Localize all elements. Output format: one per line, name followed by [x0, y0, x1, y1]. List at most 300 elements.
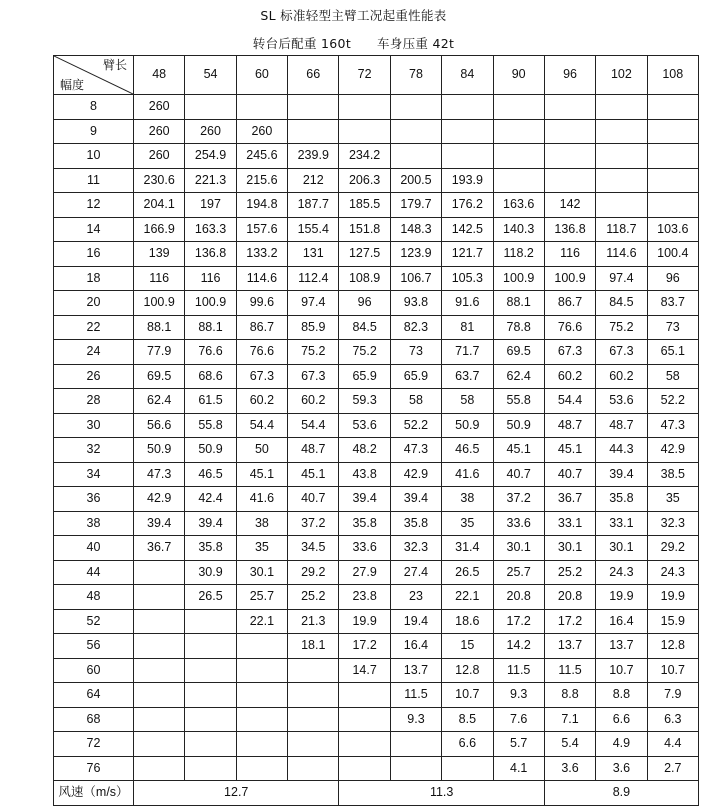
capacity-cell: 7.9: [647, 683, 698, 708]
capacity-cell: [185, 732, 236, 757]
capacity-cell: [596, 95, 647, 120]
capacity-cell: 140.3: [493, 217, 544, 242]
capacity-cell: 3.6: [596, 756, 647, 781]
capacity-cell: 59.3: [339, 389, 390, 414]
radius-cell: 16: [54, 242, 134, 267]
capacity-cell: 112.4: [288, 266, 339, 291]
capacity-cell: 212: [288, 168, 339, 193]
capacity-cell: 239.9: [288, 144, 339, 169]
capacity-cell: 24.3: [596, 560, 647, 585]
capacity-cell: 48.7: [288, 438, 339, 463]
capacity-cell: [339, 119, 390, 144]
table-row: [54, 119, 699, 144]
capacity-cell: [236, 707, 287, 732]
capacity-cell: [493, 95, 544, 120]
capacity-cell: [647, 168, 698, 193]
capacity-cell: 67.3: [544, 340, 595, 365]
table-row: [54, 242, 699, 267]
capacity-cell: 33.1: [596, 511, 647, 536]
capacity-cell: [596, 144, 647, 169]
capacity-cell: 75.2: [596, 315, 647, 340]
capacity-cell: [236, 658, 287, 683]
boom-length-header: 84: [442, 56, 493, 95]
capacity-cell: [647, 193, 698, 218]
capacity-cell: 25.7: [493, 560, 544, 585]
capacity-cell: 35: [442, 511, 493, 536]
capacity-cell: [493, 144, 544, 169]
capacity-cell: 204.1: [134, 193, 185, 218]
capacity-cell: 260: [185, 119, 236, 144]
capacity-cell: 4.4: [647, 732, 698, 757]
capacity-cell: 84.5: [596, 291, 647, 316]
table-row: [54, 364, 699, 389]
capacity-cell: 35: [236, 536, 287, 561]
capacity-cell: 166.9: [134, 217, 185, 242]
table-row: [54, 144, 699, 169]
capacity-cell: [288, 756, 339, 781]
table-row: [54, 315, 699, 340]
capacity-cell: 12.8: [442, 658, 493, 683]
capacity-cell: 39.4: [339, 487, 390, 512]
capacity-cell: [236, 95, 287, 120]
capacity-cell: 76.6: [185, 340, 236, 365]
table-row: [54, 536, 699, 561]
capacity-cell: 52.2: [647, 389, 698, 414]
capacity-cell: 12.8: [647, 634, 698, 659]
capacity-cell: 16.4: [390, 634, 441, 659]
capacity-cell: 53.6: [596, 389, 647, 414]
capacity-cell: 19.9: [339, 609, 390, 634]
radius-cell: 64: [54, 683, 134, 708]
capacity-cell: [185, 609, 236, 634]
radius-cell: 18: [54, 266, 134, 291]
capacity-cell: 42.4: [185, 487, 236, 512]
capacity-cell: 17.2: [339, 634, 390, 659]
capacity-cell: [236, 732, 287, 757]
capacity-cell: 67.3: [236, 364, 287, 389]
capacity-cell: 26.5: [442, 560, 493, 585]
capacity-cell: [339, 683, 390, 708]
capacity-cell: [236, 634, 287, 659]
capacity-cell: 30.9: [185, 560, 236, 585]
capacity-cell: [288, 732, 339, 757]
capacity-cell: 29.2: [647, 536, 698, 561]
capacity-cell: 96: [339, 291, 390, 316]
capacity-cell: 8.8: [596, 683, 647, 708]
capacity-cell: 200.5: [390, 168, 441, 193]
capacity-cell: 21.3: [288, 609, 339, 634]
capacity-cell: 194.8: [236, 193, 287, 218]
capacity-cell: 88.1: [134, 315, 185, 340]
capacity-cell: 88.1: [493, 291, 544, 316]
capacity-cell: 48.7: [544, 413, 595, 438]
capacity-cell: 39.4: [596, 462, 647, 487]
capacity-cell: 38: [442, 487, 493, 512]
capacity-cell: 37.2: [493, 487, 544, 512]
capacity-cell: 100.9: [544, 266, 595, 291]
capacity-cell: 30.1: [236, 560, 287, 585]
capacity-cell: 221.3: [185, 168, 236, 193]
capacity-cell: 42.9: [647, 438, 698, 463]
capacity-cell: 10.7: [647, 658, 698, 683]
table-row: [54, 95, 699, 120]
capacity-cell: [288, 707, 339, 732]
boom-length-header: 66: [288, 56, 339, 95]
capacity-cell: 45.1: [493, 438, 544, 463]
capacity-cell: 6.6: [596, 707, 647, 732]
capacity-cell: 46.5: [185, 462, 236, 487]
radius-cell: 22: [54, 315, 134, 340]
capacity-cell: 2.7: [647, 756, 698, 781]
radius-cell: 28: [54, 389, 134, 414]
capacity-cell: [185, 658, 236, 683]
capacity-cell: [596, 168, 647, 193]
capacity-cell: 45.1: [544, 438, 595, 463]
capacity-cell: 185.5: [339, 193, 390, 218]
boom-length-header: 72: [339, 56, 390, 95]
table-row: [54, 340, 699, 365]
radius-cell: 72: [54, 732, 134, 757]
capacity-cell: 35.8: [390, 511, 441, 536]
capacity-cell: 18.6: [442, 609, 493, 634]
capacity-cell: 50: [236, 438, 287, 463]
capacity-cell: 76.6: [236, 340, 287, 365]
capacity-cell: 260: [134, 119, 185, 144]
capacity-cell: [134, 732, 185, 757]
capacity-cell: 39.4: [185, 511, 236, 536]
capacity-cell: 116: [544, 242, 595, 267]
capacity-cell: 142.5: [442, 217, 493, 242]
capacity-cell: 68.6: [185, 364, 236, 389]
table-row: [54, 266, 699, 291]
capacity-cell: 17.2: [544, 609, 595, 634]
capacity-cell: 30.1: [544, 536, 595, 561]
capacity-cell: 163.3: [185, 217, 236, 242]
capacity-cell: 118.2: [493, 242, 544, 267]
capacity-cell: 29.2: [288, 560, 339, 585]
capacity-cell: 22.1: [442, 585, 493, 610]
carbody-weight-text: 车身压重 42t: [377, 36, 455, 51]
capacity-cell: 245.6: [236, 144, 287, 169]
table-row: [54, 193, 699, 218]
capacity-cell: 136.8: [185, 242, 236, 267]
capacity-cell: 176.2: [442, 193, 493, 218]
capacity-cell: 41.6: [442, 462, 493, 487]
radius-cell: 34: [54, 462, 134, 487]
wind-speed-row: [54, 781, 699, 806]
capacity-cell: 121.7: [442, 242, 493, 267]
capacity-cell: 85.9: [288, 315, 339, 340]
capacity-cell: 26.5: [185, 585, 236, 610]
capacity-cell: 8.5: [442, 707, 493, 732]
capacity-cell: 86.7: [236, 315, 287, 340]
capacity-cell: 106.7: [390, 266, 441, 291]
capacity-cell: 103.6: [647, 217, 698, 242]
capacity-cell: [185, 683, 236, 708]
capacity-cell: 25.7: [236, 585, 287, 610]
capacity-cell: 39.4: [134, 511, 185, 536]
capacity-cell: 133.2: [236, 242, 287, 267]
capacity-cell: 114.6: [236, 266, 287, 291]
table-row: [54, 291, 699, 316]
capacity-cell: 65.9: [339, 364, 390, 389]
capacity-cell: 4.9: [596, 732, 647, 757]
radius-cell: 36: [54, 487, 134, 512]
capacity-cell: 142: [544, 193, 595, 218]
capacity-cell: 45.1: [288, 462, 339, 487]
capacity-cell: 234.2: [339, 144, 390, 169]
capacity-cell: 63.7: [442, 364, 493, 389]
capacity-cell: 58: [390, 389, 441, 414]
capacity-cell: 6.6: [442, 732, 493, 757]
capacity-cell: 67.3: [596, 340, 647, 365]
capacity-cell: 15.9: [647, 609, 698, 634]
capacity-cell: 20.8: [544, 585, 595, 610]
capacity-cell: [134, 634, 185, 659]
radius-cell: 10: [54, 144, 134, 169]
capacity-cell: 5.7: [493, 732, 544, 757]
capacity-cell: 187.7: [288, 193, 339, 218]
table-row: [54, 756, 699, 781]
capacity-cell: 14.7: [339, 658, 390, 683]
capacity-cell: 93.8: [390, 291, 441, 316]
table-row: [54, 389, 699, 414]
capacity-cell: [339, 756, 390, 781]
capacity-cell: 118.7: [596, 217, 647, 242]
radius-cell: 14: [54, 217, 134, 242]
capacity-cell: [236, 756, 287, 781]
radius-cell: 12: [54, 193, 134, 218]
capacity-cell: 139: [134, 242, 185, 267]
capacity-cell: 127.5: [339, 242, 390, 267]
capacity-cell: 100.9: [134, 291, 185, 316]
capacity-cell: 76.6: [544, 315, 595, 340]
capacity-cell: [134, 683, 185, 708]
boom-length-header: 108: [647, 56, 698, 95]
capacity-cell: 82.3: [390, 315, 441, 340]
boom-length-header: 78: [390, 56, 441, 95]
capacity-cell: 105.3: [442, 266, 493, 291]
capacity-cell: [134, 560, 185, 585]
capacity-cell: 40.7: [544, 462, 595, 487]
capacity-cell: [493, 168, 544, 193]
capacity-cell: 148.3: [390, 217, 441, 242]
radius-cell: 24: [54, 340, 134, 365]
capacity-cell: 17.2: [493, 609, 544, 634]
radius-cell: 76: [54, 756, 134, 781]
capacity-cell: [442, 144, 493, 169]
radius-cell: 26: [54, 364, 134, 389]
capacity-cell: [390, 119, 441, 144]
radius-cell: 44: [54, 560, 134, 585]
capacity-cell: 157.6: [236, 217, 287, 242]
radius-cell: 20: [54, 291, 134, 316]
capacity-cell: 60.2: [544, 364, 595, 389]
capacity-cell: 260: [236, 119, 287, 144]
table-row: [54, 413, 699, 438]
capacity-cell: 75.2: [288, 340, 339, 365]
table-row: [54, 487, 699, 512]
table-row: [54, 462, 699, 487]
capacity-cell: 25.2: [288, 585, 339, 610]
counterweight-text: 转台后配重 160t: [252, 36, 352, 51]
capacity-cell: 88.1: [185, 315, 236, 340]
capacity-cell: 260: [134, 95, 185, 120]
capacity-cell: [134, 658, 185, 683]
radius-cell: 48: [54, 585, 134, 610]
capacity-cell: 56.6: [134, 413, 185, 438]
capacity-cell: 6.3: [647, 707, 698, 732]
capacity-cell: 33.6: [493, 511, 544, 536]
capacity-cell: 69.5: [134, 364, 185, 389]
capacity-cell: 39.4: [390, 487, 441, 512]
capacity-cell: 13.7: [390, 658, 441, 683]
capacity-cell: 13.7: [544, 634, 595, 659]
boom-length-header: 96: [544, 56, 595, 95]
boom-length-header: 54: [185, 56, 236, 95]
capacity-cell: 71.7: [442, 340, 493, 365]
capacity-cell: 197: [185, 193, 236, 218]
table-row: [54, 438, 699, 463]
capacity-cell: [185, 634, 236, 659]
boom-length-header: 102: [596, 56, 647, 95]
wind-speed-value: 11.3: [339, 781, 544, 806]
table-row: [54, 511, 699, 536]
capacity-cell: 44.3: [596, 438, 647, 463]
wind-speed-value: 12.7: [134, 781, 339, 806]
table-row: [54, 585, 699, 610]
capacity-cell: 38.5: [647, 462, 698, 487]
page-subtitle: [0, 34, 707, 52]
capacity-cell: 48.7: [596, 413, 647, 438]
capacity-cell: [339, 732, 390, 757]
capacity-cell: [647, 95, 698, 120]
header-row: [54, 56, 699, 95]
capacity-cell: 7.1: [544, 707, 595, 732]
table-row: [54, 609, 699, 634]
capacity-cell: 215.6: [236, 168, 287, 193]
capacity-cell: [390, 732, 441, 757]
capacity-cell: 53.6: [339, 413, 390, 438]
capacity-cell: 100.9: [185, 291, 236, 316]
capacity-cell: 23: [390, 585, 441, 610]
capacity-cell: 22.1: [236, 609, 287, 634]
capacity-cell: [288, 658, 339, 683]
capacity-cell: 62.4: [493, 364, 544, 389]
table-row: [54, 168, 699, 193]
capacity-cell: 27.4: [390, 560, 441, 585]
capacity-cell: 136.8: [544, 217, 595, 242]
capacity-cell: [339, 707, 390, 732]
capacity-cell: 19.9: [647, 585, 698, 610]
capacity-cell: 41.6: [236, 487, 287, 512]
capacity-cell: 54.4: [236, 413, 287, 438]
capacity-cell: 50.9: [134, 438, 185, 463]
capacity-cell: 47.3: [647, 413, 698, 438]
capacity-cell: 60.2: [236, 389, 287, 414]
capacity-cell: 35: [647, 487, 698, 512]
capacity-cell: 33.6: [339, 536, 390, 561]
capacity-cell: 47.3: [134, 462, 185, 487]
capacity-cell: 52.2: [390, 413, 441, 438]
capacity-cell: [442, 756, 493, 781]
capacity-cell: 151.8: [339, 217, 390, 242]
capacity-cell: [134, 756, 185, 781]
capacity-cell: 155.4: [288, 217, 339, 242]
capacity-cell: 5.4: [544, 732, 595, 757]
capacity-cell: 30.1: [596, 536, 647, 561]
capacity-cell: 35.8: [339, 511, 390, 536]
capacity-cell: [339, 95, 390, 120]
capacity-cell: 114.6: [596, 242, 647, 267]
radius-cell: 60: [54, 658, 134, 683]
capacity-cell: 100.9: [493, 266, 544, 291]
capacity-cell: 99.6: [236, 291, 287, 316]
capacity-cell: [647, 119, 698, 144]
capacity-cell: 32.3: [390, 536, 441, 561]
capacity-cell: [647, 144, 698, 169]
capacity-cell: 14.2: [493, 634, 544, 659]
capacity-cell: 78.8: [493, 315, 544, 340]
capacity-cell: 86.7: [544, 291, 595, 316]
capacity-cell: 25.2: [544, 560, 595, 585]
capacity-cell: 73: [390, 340, 441, 365]
capacity-cell: [288, 683, 339, 708]
capacity-cell: 50.9: [185, 438, 236, 463]
capacity-cell: 4.1: [493, 756, 544, 781]
capacity-cell: 75.2: [339, 340, 390, 365]
capacity-cell: [596, 119, 647, 144]
capacity-cell: 35.8: [185, 536, 236, 561]
corner-header-cell: [54, 56, 134, 95]
capacity-cell: [442, 119, 493, 144]
capacity-cell: 19.4: [390, 609, 441, 634]
capacity-cell: 33.1: [544, 511, 595, 536]
capacity-cell: 97.4: [596, 266, 647, 291]
capacity-cell: 48.2: [339, 438, 390, 463]
table-row: [54, 634, 699, 659]
capacity-cell: 36.7: [134, 536, 185, 561]
capacity-cell: 58: [442, 389, 493, 414]
capacity-cell: [493, 119, 544, 144]
capacity-cell: 100.4: [647, 242, 698, 267]
capacity-cell: 65.1: [647, 340, 698, 365]
capacity-cell: 15: [442, 634, 493, 659]
capacity-cell: [288, 95, 339, 120]
radius-cell: 52: [54, 609, 134, 634]
capacity-cell: 40.7: [288, 487, 339, 512]
radius-cell: 32: [54, 438, 134, 463]
capacity-cell: 116: [134, 266, 185, 291]
capacity-cell: 206.3: [339, 168, 390, 193]
capacity-cell: 11.5: [390, 683, 441, 708]
capacity-cell: 50.9: [493, 413, 544, 438]
capacity-cell: [544, 95, 595, 120]
capacity-cell: 27.9: [339, 560, 390, 585]
capacity-cell: [390, 756, 441, 781]
table-row: [54, 732, 699, 757]
radius-cell: 38: [54, 511, 134, 536]
capacity-cell: 32.3: [647, 511, 698, 536]
capacity-cell: 40.7: [493, 462, 544, 487]
capacity-cell: 55.8: [493, 389, 544, 414]
boom-length-label: 臂长: [102, 58, 127, 72]
capacity-cell: 30.1: [493, 536, 544, 561]
capacity-cell: 54.4: [288, 413, 339, 438]
radius-label: 幅度: [60, 78, 85, 92]
capacity-cell: 42.9: [390, 462, 441, 487]
capacity-cell: 42.9: [134, 487, 185, 512]
